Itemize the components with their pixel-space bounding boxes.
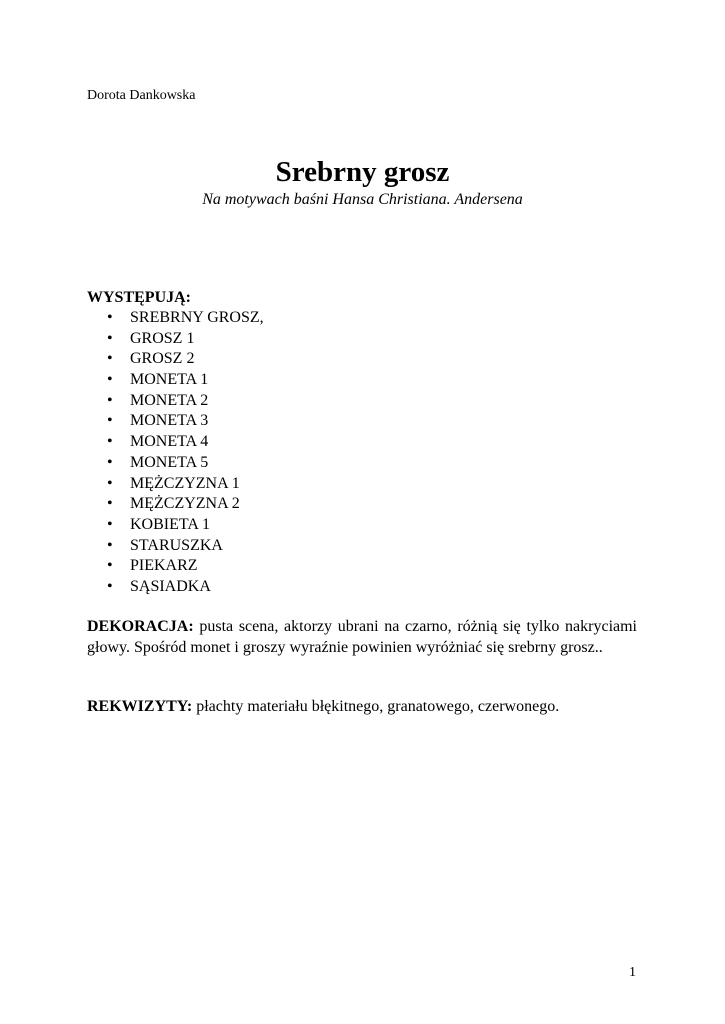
cast-item-label: MONETA 1 [130, 371, 209, 389]
cast-item [87, 453, 264, 474]
cast-item-label: MĘŻCZYZNA 2 [130, 495, 240, 513]
bullet-icon: • [107, 474, 113, 492]
cast-item [87, 556, 264, 577]
bullet-icon: • [107, 515, 113, 533]
props-paragraph [87, 696, 647, 717]
cast-item [87, 329, 264, 350]
cast-item [87, 391, 264, 412]
bullet-icon: • [107, 557, 113, 575]
cast-item-label: MONETA 4 [130, 433, 209, 451]
bullet-icon: • [107, 412, 113, 430]
bullet-icon: • [107, 577, 113, 595]
props-label: REKWIZYTY: [87, 698, 193, 715]
bullet-icon: • [107, 391, 113, 409]
cast-item-label: MONETA 3 [130, 412, 209, 430]
cast-item [87, 474, 264, 495]
cast-item-label: MONETA 2 [130, 391, 209, 409]
cast-item-label: PIEKARZ [130, 557, 198, 575]
cast-item [87, 515, 264, 536]
cast-item [87, 411, 264, 432]
bullet-icon: • [107, 371, 113, 389]
bullet-icon: • [107, 495, 113, 513]
decoration-paragraph [87, 616, 637, 658]
cast-list [87, 308, 264, 598]
props-text: płachty materiału błękitnego, granatowego, czerwonego. [196, 698, 560, 715]
cast-item [87, 349, 264, 370]
cast-item-label: MĘŻCZYZNA 1 [130, 474, 240, 492]
cast-item [87, 494, 264, 515]
cast-item-label: GROSZ 2 [130, 350, 195, 368]
bullet-icon: • [107, 309, 113, 326]
cast-item [87, 370, 264, 391]
cast-item-label: MONETA 5 [130, 453, 209, 471]
cast-item-label: SREBRNY GROSZ, [130, 309, 264, 326]
cast-item [87, 432, 264, 453]
cast-item-label: GROSZ 1 [130, 329, 195, 347]
document-title: Srebrny grosz [275, 156, 450, 188]
bullet-icon: • [107, 329, 113, 347]
bullet-icon: • [107, 453, 113, 471]
cast-item-label: SĄSIADKA [130, 577, 211, 595]
cast-item [87, 577, 264, 598]
cast-item-label: KOBIETA 1 [130, 515, 211, 533]
page-number: 1 [629, 965, 636, 980]
document-subtitle: Na motywach baśni Hansa Christiana. Andersena [202, 191, 523, 208]
bullet-icon: • [107, 350, 113, 368]
decoration-label: DEKORACJA: [87, 618, 194, 635]
cast-item [87, 536, 264, 557]
cast-heading: WYSTĘPUJĄ: [87, 289, 192, 306]
decoration-text: pusta scena, aktorzy ubrani na czarno, różnią się tylko nakryciami głowy. Spośród monet i groszy wyraźnie powinien wyróżniać się srebrny grosz.. [87, 618, 638, 656]
bullet-icon: • [107, 536, 113, 554]
author-name: Dorota Dankowska [87, 88, 196, 103]
cast-item-label: STARUSZKA [130, 536, 223, 554]
cast-item [87, 308, 264, 329]
bullet-icon: • [107, 433, 113, 451]
